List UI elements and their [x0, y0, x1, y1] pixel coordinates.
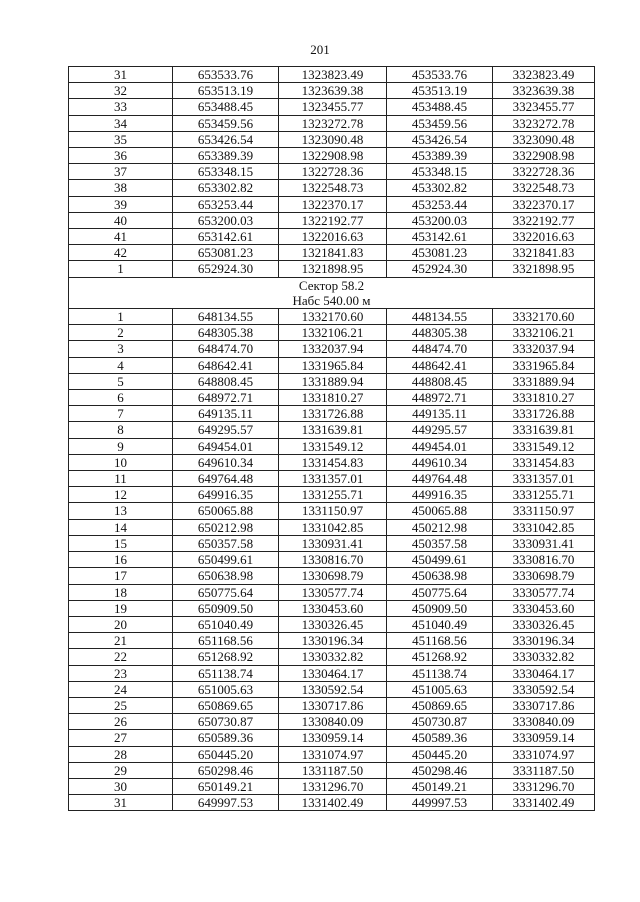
y-coord-cell: 1330464.17	[279, 665, 387, 681]
x-coord-cell: 653348.15	[173, 164, 279, 180]
x-coord-cell: 649916.35	[173, 487, 279, 503]
y-local-cell: 3332170.60	[493, 309, 595, 325]
y-local-cell: 3330464.17	[493, 665, 595, 681]
y-local-cell: 3331965.84	[493, 357, 595, 373]
y-local-cell: 3331357.01	[493, 471, 595, 487]
x-local-cell: 453426.54	[387, 131, 493, 147]
point-number-cell: 38	[69, 180, 173, 196]
table-row	[69, 261, 595, 277]
x-local-cell: 449610.34	[387, 454, 493, 470]
x-coord-cell: 652924.30	[173, 261, 279, 277]
point-number-cell: 6	[69, 390, 173, 406]
table-row	[69, 196, 595, 212]
y-coord-cell: 1331965.84	[279, 357, 387, 373]
table-row	[69, 746, 595, 762]
point-number-cell: 34	[69, 115, 173, 131]
table-row	[69, 67, 595, 83]
y-local-cell: 3330332.82	[493, 649, 595, 665]
table-row	[69, 471, 595, 487]
x-coord-cell: 651005.63	[173, 681, 279, 697]
table-row	[69, 778, 595, 794]
y-coord-cell: 1331296.70	[279, 778, 387, 794]
table-row	[69, 730, 595, 746]
table-row	[69, 341, 595, 357]
y-local-cell: 3331074.97	[493, 746, 595, 762]
x-local-cell: 450065.88	[387, 503, 493, 519]
x-coord-cell: 650065.88	[173, 503, 279, 519]
y-local-cell: 3321898.95	[493, 261, 595, 277]
x-coord-cell: 653533.76	[173, 67, 279, 83]
x-coord-cell: 651168.56	[173, 633, 279, 649]
x-coord-cell: 650212.98	[173, 519, 279, 535]
x-coord-cell: 651268.92	[173, 649, 279, 665]
table-row	[69, 795, 595, 811]
x-coord-cell: 648972.71	[173, 390, 279, 406]
x-coord-cell: 650909.50	[173, 600, 279, 616]
x-local-cell: 450638.98	[387, 568, 493, 584]
point-number-cell: 41	[69, 229, 173, 245]
sector-height: Набс 540.00 м	[69, 293, 595, 309]
point-number-cell: 42	[69, 245, 173, 261]
point-number-cell: 5	[69, 373, 173, 389]
x-coord-cell: 648642.41	[173, 357, 279, 373]
x-coord-cell: 648134.55	[173, 309, 279, 325]
y-local-cell: 3331889.94	[493, 373, 595, 389]
x-coord-cell: 649764.48	[173, 471, 279, 487]
point-number-cell: 10	[69, 454, 173, 470]
table-row	[69, 519, 595, 535]
point-number-cell: 33	[69, 99, 173, 115]
x-local-cell: 450499.61	[387, 552, 493, 568]
y-coord-cell: 1323455.77	[279, 99, 387, 115]
table-row	[69, 164, 595, 180]
x-local-cell: 453389.39	[387, 148, 493, 164]
y-coord-cell: 1330453.60	[279, 600, 387, 616]
point-number-cell: 16	[69, 552, 173, 568]
point-number-cell: 1	[69, 261, 173, 277]
table-row	[69, 309, 595, 325]
x-coord-cell: 653426.54	[173, 131, 279, 147]
x-local-cell: 450149.21	[387, 778, 493, 794]
y-local-cell: 3330196.34	[493, 633, 595, 649]
x-coord-cell: 650638.98	[173, 568, 279, 584]
table-row	[69, 148, 595, 164]
y-coord-cell: 1332106.21	[279, 325, 387, 341]
y-coord-cell: 1330698.79	[279, 568, 387, 584]
x-local-cell: 449454.01	[387, 438, 493, 454]
y-coord-cell: 1331042.85	[279, 519, 387, 535]
point-number-cell: 35	[69, 131, 173, 147]
x-coord-cell: 648474.70	[173, 341, 279, 357]
y-local-cell: 3323090.48	[493, 131, 595, 147]
table-row	[69, 115, 595, 131]
y-coord-cell: 1330931.41	[279, 535, 387, 551]
table-row	[69, 681, 595, 697]
x-local-cell: 450775.64	[387, 584, 493, 600]
point-number-cell: 20	[69, 616, 173, 632]
y-local-cell: 3330931.41	[493, 535, 595, 551]
table-row	[69, 600, 595, 616]
table-row	[69, 390, 595, 406]
y-local-cell: 3323639.38	[493, 83, 595, 99]
table-row	[69, 535, 595, 551]
y-coord-cell: 1331357.01	[279, 471, 387, 487]
y-coord-cell: 1332170.60	[279, 309, 387, 325]
y-local-cell: 3330959.14	[493, 730, 595, 746]
x-coord-cell: 649997.53	[173, 795, 279, 811]
y-local-cell: 3331296.70	[493, 778, 595, 794]
x-coord-cell: 650589.36	[173, 730, 279, 746]
table-row	[69, 83, 595, 99]
x-coord-cell: 653513.19	[173, 83, 279, 99]
table-row	[69, 406, 595, 422]
x-local-cell: 450212.98	[387, 519, 493, 535]
y-local-cell: 3330717.86	[493, 697, 595, 713]
point-number-cell: 21	[69, 633, 173, 649]
x-local-cell: 448642.41	[387, 357, 493, 373]
x-local-cell: 453513.19	[387, 83, 493, 99]
section-header-row	[69, 277, 595, 293]
point-number-cell: 14	[69, 519, 173, 535]
x-local-cell: 451005.63	[387, 681, 493, 697]
x-local-cell: 453253.44	[387, 196, 493, 212]
y-coord-cell: 1331255.71	[279, 487, 387, 503]
table-row	[69, 422, 595, 438]
x-local-cell: 448808.45	[387, 373, 493, 389]
y-local-cell: 3323455.77	[493, 99, 595, 115]
x-local-cell: 448474.70	[387, 341, 493, 357]
point-number-cell: 39	[69, 196, 173, 212]
point-number-cell: 25	[69, 697, 173, 713]
y-local-cell: 3331639.81	[493, 422, 595, 438]
table-row	[69, 245, 595, 261]
y-coord-cell: 1322548.73	[279, 180, 387, 196]
y-coord-cell: 1331150.97	[279, 503, 387, 519]
table-row	[69, 762, 595, 778]
y-local-cell: 3331187.50	[493, 762, 595, 778]
x-local-cell: 448305.38	[387, 325, 493, 341]
y-local-cell: 3330326.45	[493, 616, 595, 632]
point-number-cell: 3	[69, 341, 173, 357]
y-coord-cell: 1323272.78	[279, 115, 387, 131]
x-coord-cell: 649610.34	[173, 454, 279, 470]
y-coord-cell: 1330196.34	[279, 633, 387, 649]
y-local-cell: 3330577.74	[493, 584, 595, 600]
point-number-cell: 36	[69, 148, 173, 164]
x-local-cell: 453488.45	[387, 99, 493, 115]
y-local-cell: 3322728.36	[493, 164, 595, 180]
x-coord-cell: 648808.45	[173, 373, 279, 389]
table-row	[69, 438, 595, 454]
y-coord-cell: 1323823.49	[279, 67, 387, 83]
x-local-cell: 453142.61	[387, 229, 493, 245]
x-local-cell: 450869.65	[387, 697, 493, 713]
x-local-cell: 453302.82	[387, 180, 493, 196]
point-number-cell: 2	[69, 325, 173, 341]
y-coord-cell: 1330717.86	[279, 697, 387, 713]
table-row	[69, 99, 595, 115]
x-local-cell: 451268.92	[387, 649, 493, 665]
y-coord-cell: 1331810.27	[279, 390, 387, 406]
y-local-cell: 3322908.98	[493, 148, 595, 164]
point-number-cell: 23	[69, 665, 173, 681]
point-number-cell: 7	[69, 406, 173, 422]
point-number-cell: 28	[69, 746, 173, 762]
x-local-cell: 449295.57	[387, 422, 493, 438]
y-local-cell: 3322016.63	[493, 229, 595, 245]
y-local-cell: 3331402.49	[493, 795, 595, 811]
point-number-cell: 13	[69, 503, 173, 519]
y-local-cell: 3321841.83	[493, 245, 595, 261]
y-coord-cell: 1323639.38	[279, 83, 387, 99]
coordinates-table-body	[69, 67, 595, 811]
table-row	[69, 325, 595, 341]
y-local-cell: 3330816.70	[493, 552, 595, 568]
x-coord-cell: 653253.44	[173, 196, 279, 212]
x-local-cell: 450589.36	[387, 730, 493, 746]
y-coord-cell: 1331639.81	[279, 422, 387, 438]
y-coord-cell: 1331726.88	[279, 406, 387, 422]
x-local-cell: 453459.56	[387, 115, 493, 131]
y-local-cell: 3331150.97	[493, 503, 595, 519]
x-coord-cell: 650445.20	[173, 746, 279, 762]
x-local-cell: 450445.20	[387, 746, 493, 762]
point-number-cell: 22	[69, 649, 173, 665]
table-row	[69, 714, 595, 730]
y-coord-cell: 1322908.98	[279, 148, 387, 164]
y-coord-cell: 1331889.94	[279, 373, 387, 389]
table-row	[69, 568, 595, 584]
table-row	[69, 665, 595, 681]
x-local-cell: 450730.87	[387, 714, 493, 730]
table-row	[69, 697, 595, 713]
x-coord-cell: 653081.23	[173, 245, 279, 261]
y-coord-cell: 1331187.50	[279, 762, 387, 778]
x-local-cell: 451040.49	[387, 616, 493, 632]
y-coord-cell: 1331454.83	[279, 454, 387, 470]
y-local-cell: 3331810.27	[493, 390, 595, 406]
y-coord-cell: 1322192.77	[279, 212, 387, 228]
x-coord-cell: 653389.39	[173, 148, 279, 164]
y-coord-cell: 1330577.74	[279, 584, 387, 600]
section-header-row	[69, 293, 595, 309]
x-local-cell: 451168.56	[387, 633, 493, 649]
x-local-cell: 451138.74	[387, 665, 493, 681]
y-local-cell: 3330840.09	[493, 714, 595, 730]
point-number-cell: 19	[69, 600, 173, 616]
x-coord-cell: 653200.03	[173, 212, 279, 228]
y-coord-cell: 1330332.82	[279, 649, 387, 665]
y-local-cell: 3330453.60	[493, 600, 595, 616]
x-local-cell: 450909.50	[387, 600, 493, 616]
point-number-cell: 11	[69, 471, 173, 487]
y-local-cell: 3330592.54	[493, 681, 595, 697]
y-local-cell: 3332037.94	[493, 341, 595, 357]
table-row	[69, 373, 595, 389]
x-local-cell: 453348.15	[387, 164, 493, 180]
y-local-cell: 3331042.85	[493, 519, 595, 535]
table-row	[69, 552, 595, 568]
point-number-cell: 18	[69, 584, 173, 600]
x-local-cell: 449997.53	[387, 795, 493, 811]
x-local-cell: 449135.11	[387, 406, 493, 422]
table-row	[69, 487, 595, 503]
table-row	[69, 454, 595, 470]
point-number-cell: 26	[69, 714, 173, 730]
point-number-cell: 15	[69, 535, 173, 551]
y-local-cell: 3332106.21	[493, 325, 595, 341]
x-coord-cell: 653488.45	[173, 99, 279, 115]
table-row	[69, 503, 595, 519]
y-coord-cell: 1331074.97	[279, 746, 387, 762]
y-coord-cell: 1322370.17	[279, 196, 387, 212]
x-coord-cell: 649454.01	[173, 438, 279, 454]
table-row	[69, 180, 595, 196]
x-local-cell: 453533.76	[387, 67, 493, 83]
y-coord-cell: 1330592.54	[279, 681, 387, 697]
y-local-cell: 3331255.71	[493, 487, 595, 503]
point-number-cell: 1	[69, 309, 173, 325]
x-coord-cell: 653459.56	[173, 115, 279, 131]
point-number-cell: 40	[69, 212, 173, 228]
point-number-cell: 27	[69, 730, 173, 746]
x-coord-cell: 650149.21	[173, 778, 279, 794]
table-row	[69, 649, 595, 665]
y-coord-cell: 1331402.49	[279, 795, 387, 811]
y-local-cell: 3322192.77	[493, 212, 595, 228]
point-number-cell: 31	[69, 67, 173, 83]
point-number-cell: 12	[69, 487, 173, 503]
y-coord-cell: 1332037.94	[279, 341, 387, 357]
y-coord-cell: 1330326.45	[279, 616, 387, 632]
x-local-cell: 453081.23	[387, 245, 493, 261]
y-coord-cell: 1330816.70	[279, 552, 387, 568]
x-coord-cell: 650357.58	[173, 535, 279, 551]
x-coord-cell: 650499.61	[173, 552, 279, 568]
x-local-cell: 449916.35	[387, 487, 493, 503]
x-local-cell: 449764.48	[387, 471, 493, 487]
table-row	[69, 584, 595, 600]
y-coord-cell: 1331549.12	[279, 438, 387, 454]
table-row	[69, 131, 595, 147]
x-coord-cell: 649295.57	[173, 422, 279, 438]
y-coord-cell: 1322728.36	[279, 164, 387, 180]
x-coord-cell: 653142.61	[173, 229, 279, 245]
x-local-cell: 450357.58	[387, 535, 493, 551]
y-local-cell: 3323823.49	[493, 67, 595, 83]
table-row	[69, 616, 595, 632]
x-local-cell: 450298.46	[387, 762, 493, 778]
y-coord-cell: 1330840.09	[279, 714, 387, 730]
y-local-cell: 3331726.88	[493, 406, 595, 422]
x-coord-cell: 651040.49	[173, 616, 279, 632]
y-local-cell: 3323272.78	[493, 115, 595, 131]
point-number-cell: 32	[69, 83, 173, 99]
table-row	[69, 357, 595, 373]
y-coord-cell: 1330959.14	[279, 730, 387, 746]
y-local-cell: 3322548.73	[493, 180, 595, 196]
table-row	[69, 229, 595, 245]
y-local-cell: 3331549.12	[493, 438, 595, 454]
point-number-cell: 24	[69, 681, 173, 697]
x-coord-cell: 650869.65	[173, 697, 279, 713]
y-coord-cell: 1322016.63	[279, 229, 387, 245]
y-coord-cell: 1323090.48	[279, 131, 387, 147]
x-coord-cell: 648305.38	[173, 325, 279, 341]
y-local-cell: 3322370.17	[493, 196, 595, 212]
coordinates-table	[68, 66, 595, 811]
x-coord-cell: 650298.46	[173, 762, 279, 778]
x-coord-cell: 650775.64	[173, 584, 279, 600]
point-number-cell: 8	[69, 422, 173, 438]
point-number-cell: 4	[69, 357, 173, 373]
x-coord-cell: 650730.87	[173, 714, 279, 730]
x-coord-cell: 653302.82	[173, 180, 279, 196]
y-local-cell: 3331454.83	[493, 454, 595, 470]
point-number-cell: 30	[69, 778, 173, 794]
x-local-cell: 453200.03	[387, 212, 493, 228]
y-coord-cell: 1321841.83	[279, 245, 387, 261]
point-number-cell: 37	[69, 164, 173, 180]
y-local-cell: 3330698.79	[493, 568, 595, 584]
x-local-cell: 448134.55	[387, 309, 493, 325]
page-number: 201	[310, 42, 330, 57]
point-number-cell: 29	[69, 762, 173, 778]
sector-title: Сектор 58.2	[69, 277, 595, 293]
point-number-cell: 31	[69, 795, 173, 811]
x-coord-cell: 651138.74	[173, 665, 279, 681]
point-number-cell: 9	[69, 438, 173, 454]
x-coord-cell: 649135.11	[173, 406, 279, 422]
x-local-cell: 448972.71	[387, 390, 493, 406]
x-local-cell: 452924.30	[387, 261, 493, 277]
table-row	[69, 633, 595, 649]
table-row	[69, 212, 595, 228]
point-number-cell: 17	[69, 568, 173, 584]
y-coord-cell: 1321898.95	[279, 261, 387, 277]
